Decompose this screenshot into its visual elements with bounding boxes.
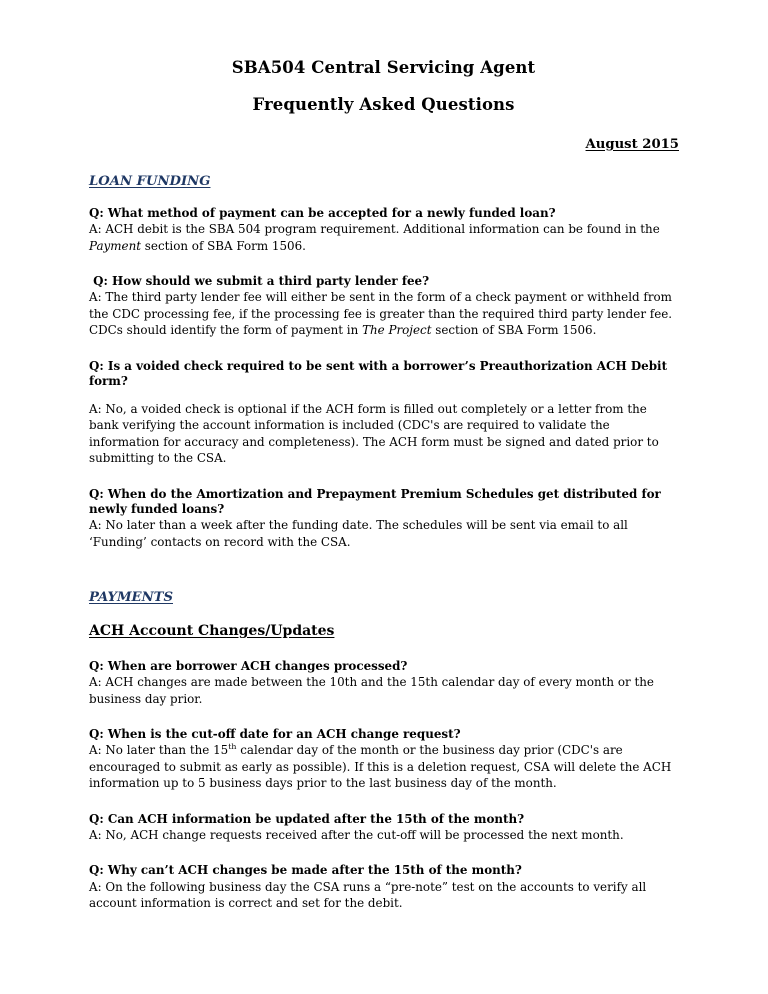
qa-block-amortization-schedules <box>89 487 678 550</box>
answer-payment-method <box>89 221 678 254</box>
section-heading-loan-funding-text: LOAN FUNDING <box>89 174 211 189</box>
qa-block-update-after-15th <box>89 812 678 844</box>
question-why-no-changes-after-15th: Q: Why can’t ACH changes be made after the 15th of the month? <box>89 863 522 878</box>
qa-block-voided-check <box>89 359 678 467</box>
answer-voided-check: A: No, a voided check is optional if the ACH form is filled out completely or a letter from the bank verifying the account information is included (CDC's are required to validate the information for accuracy and completeness). The ACH form must be signed and dated prior to submitting to the CSA. <box>89 402 659 466</box>
question-amortization-schedules: Q: When do the Amortization and Prepayment Premium Schedules get distributed for newly funded loans? <box>89 486 661 516</box>
qa-block-third-party-lender-fee <box>89 274 678 339</box>
question-update-after-15th: Q: Can ACH information be updated after the 15th of the month? <box>89 811 525 826</box>
document-date <box>89 137 679 152</box>
question-cutoff-date: Q: When is the cut-off date for an ACH change request? <box>89 727 461 742</box>
section-heading-payments-text: PAYMENTS <box>89 590 173 606</box>
answer-text-part-1: A: No later than the 15 <box>89 743 229 758</box>
answer-italic-the-project: The Project <box>362 323 432 338</box>
answer-italic-payment: Payment <box>89 238 142 253</box>
answer-text-part-2: section of SBA Form 1506. <box>431 323 597 338</box>
answer-text-part-1: A: The third party lender fee will either be sent in the form of a check payment or withheld from the CDC processing fee, if the processing fee is greater than the required third party lender fee. CDCs should identify the form of payment in <box>89 290 673 338</box>
document-title-line-2: Frequently Asked Questions <box>252 94 515 114</box>
document-title-line-1: SBA504 Central Servicing Agent <box>231 58 536 77</box>
qa-block-cutoff-date <box>89 727 678 792</box>
question-payment-method: Q: What method of payment can be accepted for a newly funded loan? <box>89 206 556 220</box>
qa-block-why-no-changes-after-15th <box>89 863 678 911</box>
answer-text-part-1: A: ACH debit is the SBA 504 program requirement. Additional information can be found in the <box>89 222 660 237</box>
answer-ach-changes-processed: A: ACH changes are made between the 10th and the 15th calendar day of every month or the business day prior. <box>89 675 654 706</box>
question-third-party-lender-fee: Q: How should we submit a third party lender fee? <box>89 274 430 289</box>
question-ach-changes-processed: Q: When are borrower ACH changes processed? <box>89 659 408 674</box>
answer-amortization-schedules: A: No later than a week after the funding date. The schedules will be sent via email to all ‘Funding’ contacts on record with the CSA. <box>89 518 628 549</box>
question-voided-check: Q: Is a voided check required to be sent with a borrower’s Preauthorization ACH Debit form? <box>89 358 668 388</box>
qa-block-ach-changes-processed <box>89 659 678 707</box>
answer-text-part-2: section of SBA Form 1506. <box>141 238 306 253</box>
document-date-text: August 2015 <box>585 137 679 152</box>
answer-superscript-th: th <box>228 742 237 752</box>
section-heading-loan-funding <box>89 174 678 189</box>
qa-block-payment-method <box>89 206 678 254</box>
answer-third-party-lender-fee <box>89 289 678 338</box>
section-heading-payments <box>89 590 678 605</box>
subheading-ach-account-changes <box>89 623 678 639</box>
answer-text-part-2: calendar day of the month or the business day prior (CDC's are encouraged to submit as early as possible). If this is a deletion request, CSA will delete the ACH information up to 5 business days prior to the last business day of the month. <box>89 743 672 791</box>
answer-cutoff-date <box>89 742 678 791</box>
answer-update-after-15th: A: No, ACH change requests received after the cut-off will be processed the next month. <box>89 827 624 842</box>
answer-why-no-changes-after-15th: A: On the following business day the CSA runs a “pre-note” test on the accounts to verify all account information is correct and set for the debit. <box>89 879 647 910</box>
subheading-ach-account-changes-text: ACH Account Changes/Updates <box>89 623 335 640</box>
